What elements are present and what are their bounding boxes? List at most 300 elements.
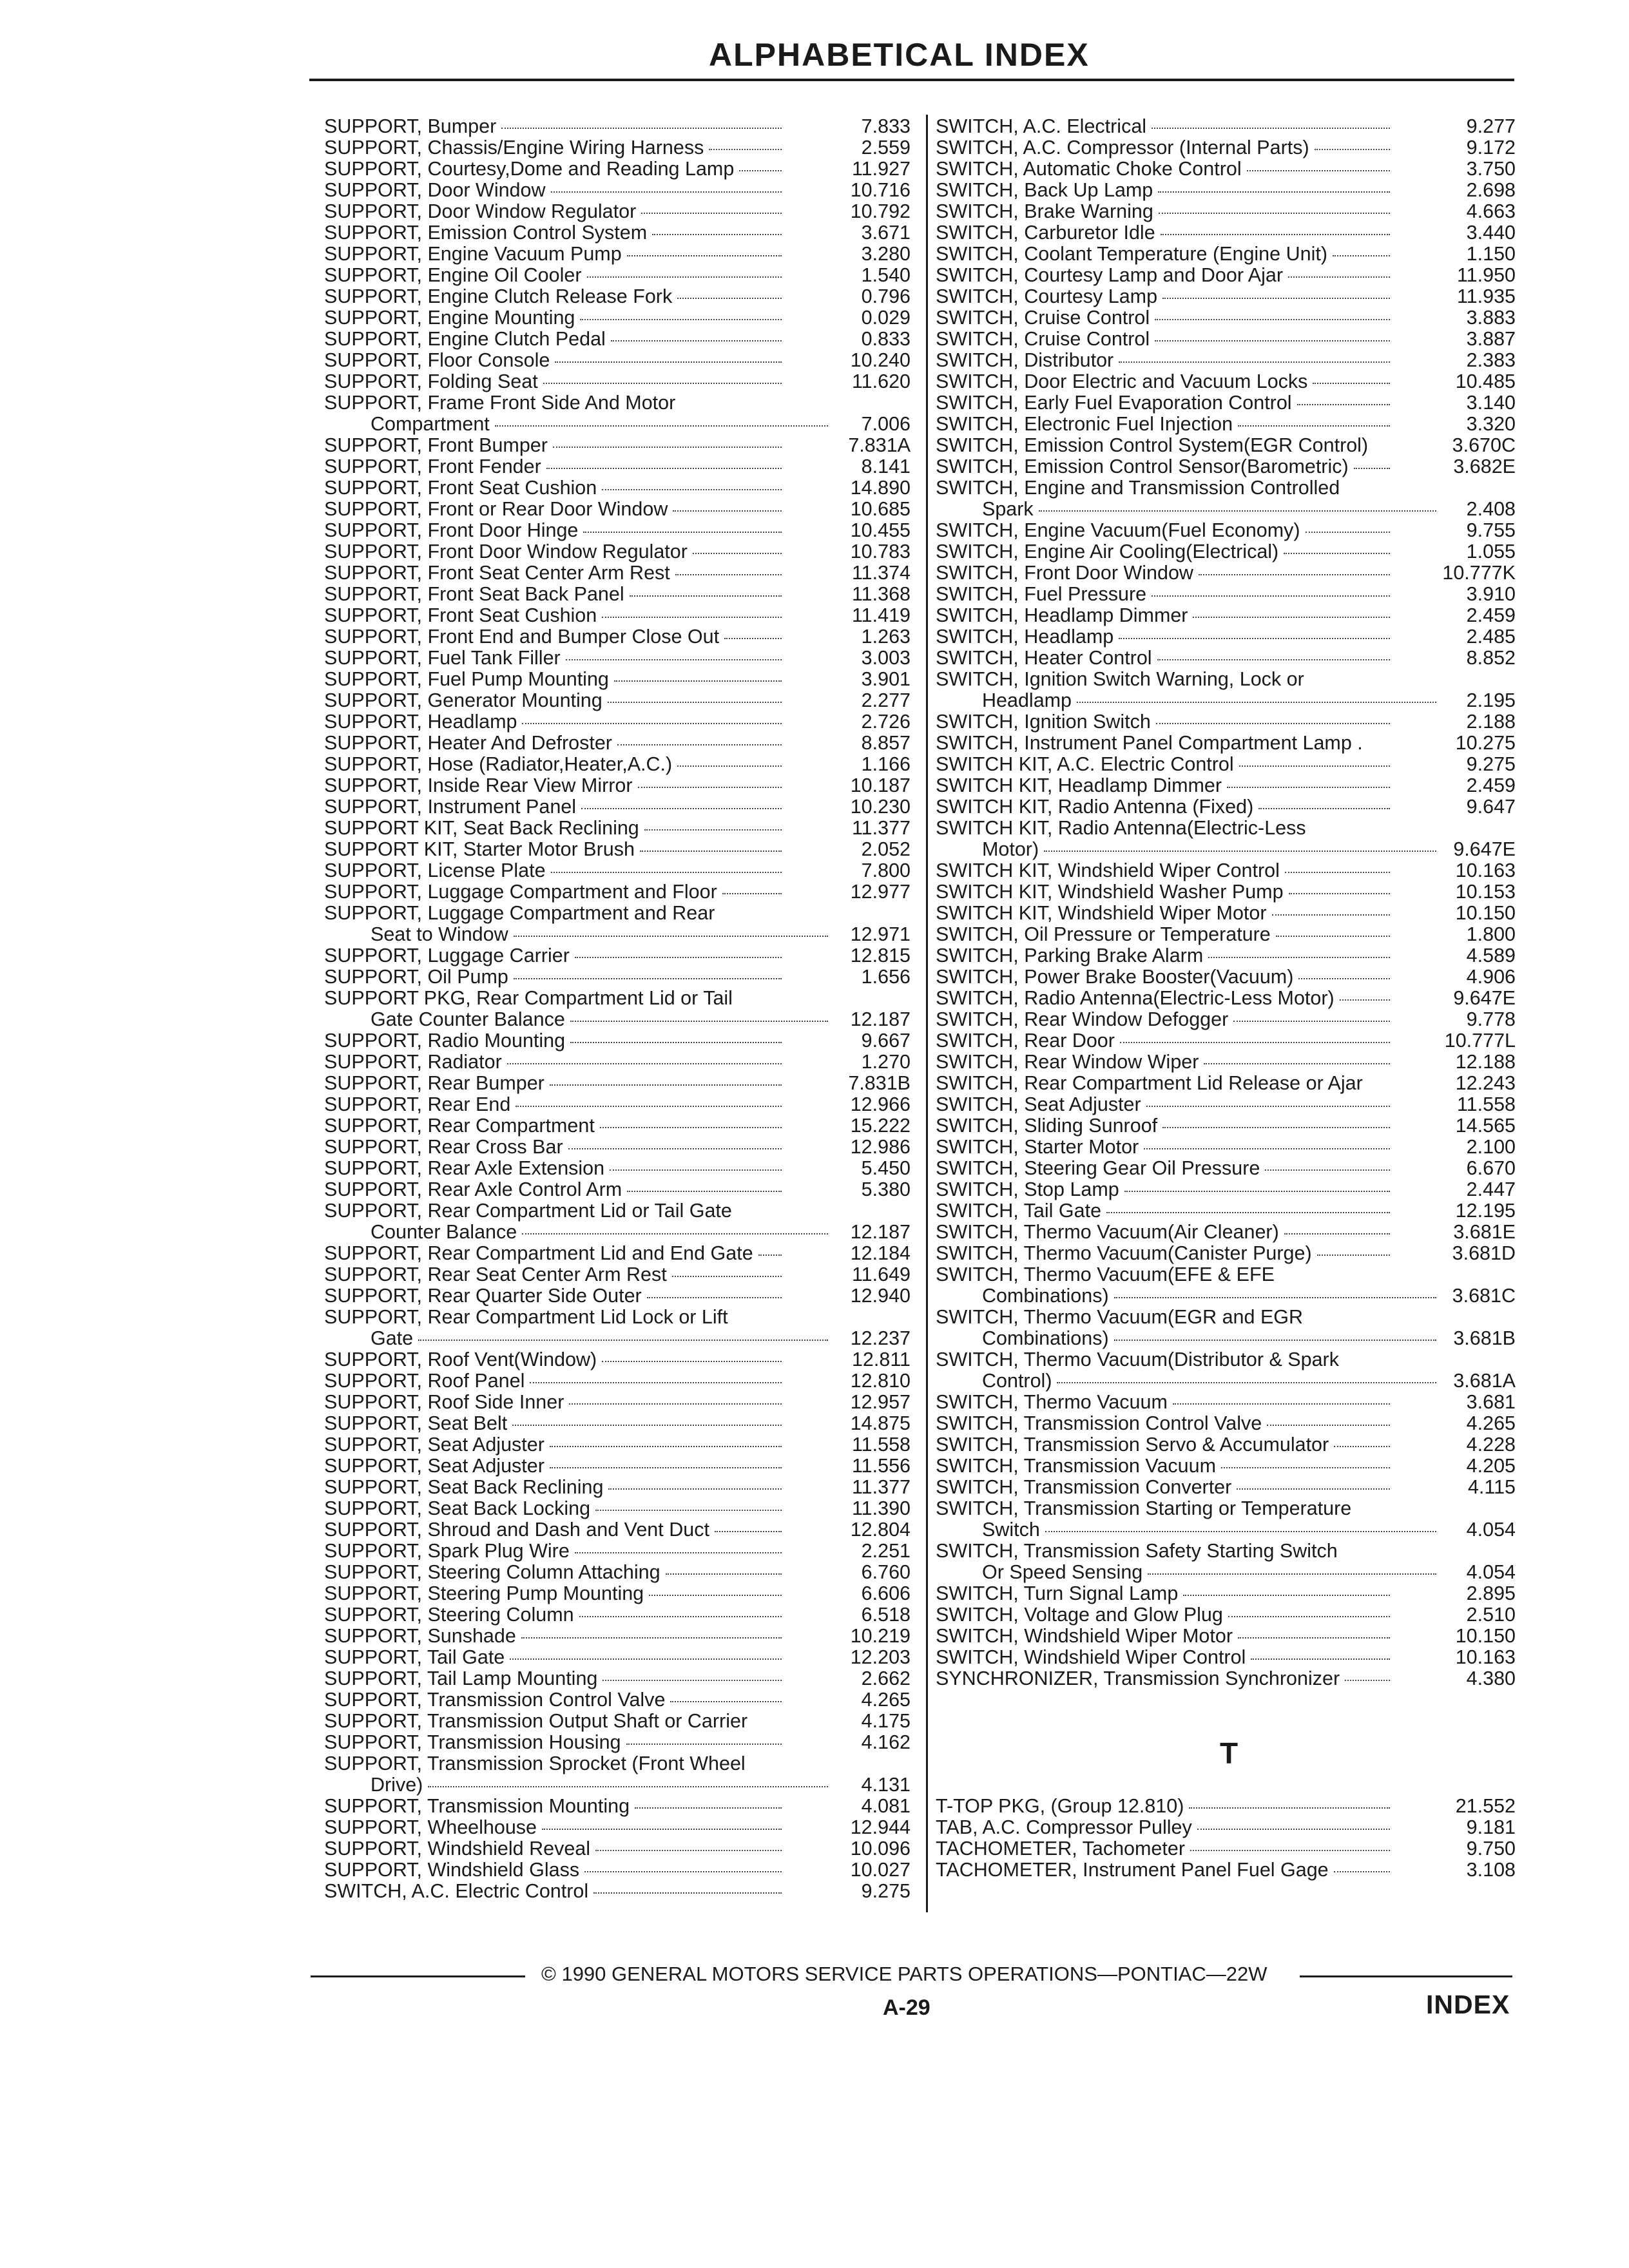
entry-reference: 2.485 bbox=[1466, 626, 1516, 648]
index-entry bbox=[324, 626, 911, 648]
index-entry bbox=[324, 520, 911, 541]
index-entry bbox=[936, 903, 1516, 924]
dot-leader bbox=[551, 872, 782, 873]
section-spacer bbox=[936, 1689, 1516, 1711]
entry-title: SWITCH KIT, A.C. Electric Control bbox=[936, 753, 1234, 775]
entry-reference: 10.240 bbox=[850, 349, 911, 371]
dot-leader bbox=[1313, 383, 1390, 384]
dot-leader bbox=[602, 617, 782, 618]
dot-leader bbox=[1146, 1106, 1390, 1107]
entry-reference: 11.620 bbox=[851, 370, 911, 392]
index-entry bbox=[324, 1626, 911, 1647]
entry-title: SUPPORT, Seat Adjuster bbox=[324, 1434, 545, 1456]
entry-reference: 12.977 bbox=[850, 881, 911, 903]
index-entry bbox=[324, 1477, 911, 1498]
entry-title: SWITCH, Windshield Wiper Control bbox=[936, 1646, 1246, 1668]
entry-reference: 12.187 bbox=[850, 1008, 911, 1030]
dot-leader bbox=[550, 1467, 782, 1468]
index-entry bbox=[324, 1243, 911, 1264]
dot-leader bbox=[602, 489, 782, 490]
index-entry bbox=[324, 477, 911, 499]
dot-leader bbox=[580, 319, 782, 320]
index-entry bbox=[324, 329, 911, 350]
entry-title: SUPPORT, Instrument Panel bbox=[324, 796, 577, 818]
entry-title: SUPPORT, Engine Mounting bbox=[324, 307, 575, 329]
dot-leader bbox=[1208, 957, 1390, 958]
entry-continuation: Gate bbox=[371, 1327, 414, 1349]
dot-leader bbox=[1221, 1467, 1390, 1468]
entry-reference: 2.698 bbox=[1466, 179, 1516, 201]
index-entry bbox=[936, 818, 1516, 860]
dot-leader bbox=[575, 1552, 782, 1553]
entry-reference: 11.558 bbox=[1456, 1093, 1516, 1115]
entry-reference: 21.552 bbox=[1455, 1795, 1516, 1817]
entry-reference: 11.927 bbox=[851, 158, 911, 180]
entry-reference: 12.203 bbox=[850, 1646, 911, 1668]
index-entry bbox=[936, 1200, 1516, 1222]
index-entry bbox=[936, 307, 1516, 329]
dot-leader bbox=[581, 808, 782, 809]
entry-reference: 6.606 bbox=[861, 1582, 911, 1604]
index-entry bbox=[324, 839, 911, 860]
dot-leader bbox=[1173, 1403, 1390, 1405]
entry-title: SUPPORT, Transmission Mounting bbox=[324, 1795, 630, 1817]
dot-leader bbox=[1238, 1637, 1390, 1639]
dot-leader bbox=[675, 574, 782, 575]
entry-reference: 7.831B bbox=[848, 1072, 911, 1094]
index-entry bbox=[936, 414, 1516, 435]
entry-title: SUPPORT PKG, Rear Compartment Lid or Tail bbox=[324, 987, 733, 1009]
dot-leader bbox=[1155, 319, 1390, 320]
entry-reference: 4.205 bbox=[1466, 1455, 1516, 1477]
index-entry bbox=[936, 520, 1516, 541]
index-entry bbox=[936, 159, 1516, 180]
entry-title: SUPPORT, Front Seat Center Arm Rest bbox=[324, 562, 670, 584]
dot-leader bbox=[626, 1744, 782, 1745]
entry-reference: 4.131 bbox=[861, 1774, 911, 1796]
dot-leader bbox=[1284, 1233, 1390, 1235]
dot-leader bbox=[1354, 468, 1390, 469]
entry-reference: 9.778 bbox=[1466, 1008, 1516, 1030]
entry-title: SUPPORT, Chassis/Engine Wiring Harness bbox=[324, 137, 704, 159]
dot-leader bbox=[722, 893, 782, 894]
entry-reference: 12.971 bbox=[850, 923, 911, 945]
entry-reference: 10.783 bbox=[850, 541, 911, 562]
index-entry bbox=[324, 711, 911, 733]
dot-leader bbox=[543, 383, 782, 384]
entry-title: SWITCH KIT, Windshield Washer Pump bbox=[936, 881, 1284, 903]
index-entry bbox=[324, 541, 911, 562]
entry-title: SWITCH, Cruise Control bbox=[936, 307, 1150, 329]
dot-leader bbox=[677, 765, 782, 767]
index-entry bbox=[936, 137, 1516, 159]
entry-reference: 10.716 bbox=[850, 179, 911, 201]
entry-title: SUPPORT, Transmission Housing bbox=[324, 1731, 621, 1753]
entry-reference: 7.831A bbox=[848, 434, 911, 456]
dot-leader bbox=[593, 1892, 782, 1894]
entry-reference: 9.181 bbox=[1466, 1816, 1516, 1838]
entry-reference: 2.195 bbox=[1466, 689, 1516, 711]
dot-leader bbox=[1297, 404, 1390, 405]
entry-reference: 6.760 bbox=[861, 1561, 911, 1583]
entry-title: SUPPORT, Folding Seat bbox=[324, 370, 538, 392]
dot-leader bbox=[1204, 1063, 1390, 1064]
entry-title: SUPPORT, Generator Mounting bbox=[324, 689, 602, 711]
dot-leader bbox=[670, 1701, 782, 1702]
entry-title: SUPPORT, Oil Pump bbox=[324, 966, 508, 988]
entry-reference: 10.096 bbox=[850, 1838, 911, 1860]
entry-title: SWITCH, Rear Window Wiper bbox=[936, 1051, 1199, 1073]
entry-reference: 0.796 bbox=[861, 285, 911, 307]
index-entry bbox=[936, 1073, 1516, 1094]
entry-title: SUPPORT, Engine Clutch Pedal bbox=[324, 328, 606, 350]
index-entry bbox=[324, 1541, 911, 1562]
entry-reference: 1.800 bbox=[1466, 923, 1516, 945]
index-entry bbox=[324, 796, 911, 818]
dot-leader bbox=[672, 1276, 782, 1277]
index-entry bbox=[324, 499, 911, 520]
entry-title: SWITCH, Headlamp Dimmer bbox=[936, 604, 1188, 626]
entry-title: SUPPORT, Seat Back Locking bbox=[324, 1497, 591, 1519]
entry-reference: 12.966 bbox=[850, 1093, 911, 1115]
dot-leader bbox=[1114, 1297, 1436, 1298]
dot-leader bbox=[1289, 893, 1390, 894]
entry-title: SWITCH, A.C. Electrical bbox=[936, 115, 1147, 137]
dot-leader bbox=[1152, 595, 1390, 597]
entry-title: SWITCH, Thermo Vacuum(Distributor & Spark bbox=[936, 1349, 1339, 1370]
index-entry bbox=[936, 626, 1516, 648]
index-entry bbox=[324, 1434, 911, 1456]
entry-title: SWITCH, Heater Control bbox=[936, 647, 1152, 669]
entry-reference: 11.935 bbox=[1456, 285, 1516, 307]
entry-reference: 1.270 bbox=[861, 1051, 911, 1073]
index-entry bbox=[324, 1413, 911, 1434]
dot-leader bbox=[608, 702, 782, 703]
index-entry bbox=[936, 1094, 1516, 1115]
entry-title: SUPPORT, Transmission Control Valve bbox=[324, 1689, 666, 1711]
dot-leader bbox=[1120, 1042, 1390, 1043]
dot-leader bbox=[641, 213, 782, 214]
index-entry bbox=[324, 1562, 911, 1583]
index-entry bbox=[324, 1881, 911, 1902]
dot-leader bbox=[1157, 659, 1390, 660]
entry-title: SWITCH, Engine Vacuum(Fuel Economy) bbox=[936, 519, 1300, 541]
index-entry bbox=[936, 1115, 1516, 1137]
dot-leader bbox=[1284, 553, 1390, 554]
index-entry bbox=[324, 371, 911, 392]
index-entry bbox=[936, 477, 1516, 520]
entry-reference: 12.986 bbox=[850, 1136, 911, 1158]
index-entry bbox=[324, 966, 911, 988]
index-entry bbox=[324, 1392, 911, 1413]
dot-leader bbox=[1288, 276, 1390, 278]
entry-reference: 2.510 bbox=[1466, 1604, 1516, 1626]
dot-leader bbox=[1039, 510, 1436, 512]
entry-title: TACHOMETER, Instrument Panel Fuel Gage bbox=[936, 1859, 1329, 1881]
entry-title: SUPPORT, Engine Vacuum Pump bbox=[324, 243, 622, 265]
footer-rule-right bbox=[1300, 1975, 1512, 1977]
index-entry bbox=[936, 265, 1516, 286]
dot-leader bbox=[635, 1807, 782, 1809]
entry-title: SUPPORT, Hose (Radiator,Heater,A.C.) bbox=[324, 753, 673, 775]
entry-title: SWITCH, Radio Antenna(Electric-Less Motor) bbox=[936, 987, 1335, 1009]
dot-leader bbox=[1258, 808, 1390, 809]
index-entry bbox=[324, 860, 911, 881]
entry-title: SUPPORT, Rear Quarter Side Outer bbox=[324, 1285, 642, 1307]
index-entry bbox=[936, 350, 1516, 371]
entry-reference: 8.852 bbox=[1466, 647, 1516, 669]
entry-continuation: Drive) bbox=[371, 1774, 423, 1796]
entry-title: SUPPORT, Seat Adjuster bbox=[324, 1455, 545, 1477]
entry-reference: 4.589 bbox=[1466, 945, 1516, 966]
index-entry bbox=[936, 222, 1516, 244]
index-entry bbox=[936, 796, 1516, 818]
index-entry bbox=[324, 435, 911, 456]
entry-reference: 2.895 bbox=[1466, 1582, 1516, 1604]
entry-reference: 11.368 bbox=[851, 583, 911, 605]
index-entry bbox=[324, 1732, 911, 1753]
dot-leader bbox=[1148, 1573, 1436, 1575]
dot-leader bbox=[1233, 1021, 1390, 1022]
dot-leader bbox=[570, 1042, 782, 1043]
dot-leader bbox=[542, 1829, 782, 1830]
index-entry bbox=[936, 881, 1516, 903]
entry-reference: 11.558 bbox=[851, 1434, 911, 1456]
entry-title: SUPPORT, Shroud and Dash and Vent Duct bbox=[324, 1519, 709, 1541]
dot-leader bbox=[1317, 1254, 1390, 1256]
entry-title: SWITCH, Door Electric and Vacuum Locks bbox=[936, 370, 1308, 392]
entry-reference: 7.800 bbox=[861, 860, 911, 881]
entry-title: SWITCH, Emission Control Sensor(Barometric) bbox=[936, 456, 1349, 477]
index-entry bbox=[324, 881, 911, 903]
dot-leader bbox=[644, 829, 782, 831]
entry-reference: 11.556 bbox=[851, 1455, 911, 1477]
entry-reference: 11.419 bbox=[851, 604, 911, 626]
dot-leader bbox=[709, 149, 782, 150]
entry-reference: 8.141 bbox=[861, 456, 911, 477]
index-entry bbox=[324, 818, 911, 839]
entry-title: SWITCH, Back Up Lamp bbox=[936, 179, 1153, 201]
entry-continuation: Combinations) bbox=[982, 1285, 1109, 1307]
entry-title: SWITCH, Stop Lamp bbox=[936, 1178, 1119, 1200]
entry-reference: 10.150 bbox=[1455, 902, 1516, 924]
entry-reference: 6.670 bbox=[1466, 1157, 1516, 1179]
entry-title: SWITCH, Transmission Starting or Temperature bbox=[936, 1497, 1352, 1519]
entry-reference: 11.950 bbox=[1456, 264, 1516, 286]
index-entry bbox=[936, 669, 1516, 711]
entry-title: SWITCH, Tail Gate bbox=[936, 1200, 1102, 1222]
index-entry bbox=[936, 966, 1516, 988]
page-number: A-29 bbox=[883, 1995, 930, 2020]
entry-title: SWITCH, A.C. Electric Control bbox=[324, 1880, 589, 1902]
index-entry bbox=[324, 1179, 911, 1200]
entry-reference: 4.162 bbox=[861, 1731, 911, 1753]
dot-leader bbox=[1334, 1446, 1390, 1447]
dot-leader bbox=[1267, 1425, 1390, 1426]
entry-reference: 9.275 bbox=[1466, 753, 1516, 775]
entry-reference: 2.559 bbox=[861, 137, 911, 159]
entry-title: SWITCH KIT, Radio Antenna(Electric-Less bbox=[936, 817, 1306, 839]
entry-title: SWITCH, Starter Motor bbox=[936, 1136, 1139, 1158]
entry-title: SUPPORT, Roof Vent(Window) bbox=[324, 1349, 597, 1370]
index-entry bbox=[324, 1264, 911, 1285]
entry-title: SUPPORT, Floor Console bbox=[324, 349, 550, 371]
entry-reference: 7.006 bbox=[861, 413, 911, 435]
entry-reference: 10.792 bbox=[850, 200, 911, 222]
entry-reference: 3.887 bbox=[1466, 328, 1516, 350]
entry-reference: 4.663 bbox=[1466, 200, 1516, 222]
index-entry bbox=[936, 754, 1516, 775]
entry-reference: 11.390 bbox=[851, 1497, 911, 1519]
dot-leader bbox=[1199, 574, 1390, 575]
entry-title: SUPPORT, Engine Oil Cooler bbox=[324, 264, 582, 286]
dot-leader bbox=[673, 510, 782, 512]
entry-title: SWITCH, Fuel Pressure bbox=[936, 583, 1147, 605]
dot-leader bbox=[516, 1106, 782, 1107]
entry-reference: 4.265 bbox=[861, 1689, 911, 1711]
index-entry bbox=[324, 562, 911, 584]
dot-leader bbox=[579, 1616, 782, 1617]
dot-leader bbox=[627, 255, 782, 256]
entry-reference: 10.230 bbox=[850, 796, 911, 818]
entry-reference: 2.662 bbox=[861, 1667, 911, 1689]
dot-leader bbox=[521, 1637, 782, 1639]
dot-leader bbox=[1228, 1616, 1390, 1617]
entry-reference: 10.027 bbox=[850, 1859, 911, 1881]
index-entry bbox=[936, 711, 1516, 733]
entry-reference: 3.670C bbox=[1452, 434, 1516, 456]
index-entry bbox=[324, 669, 911, 690]
dot-leader bbox=[649, 1595, 782, 1596]
dot-leader bbox=[693, 553, 782, 554]
entry-reference: 2.052 bbox=[861, 838, 911, 860]
dot-leader bbox=[1247, 170, 1390, 171]
dot-leader bbox=[568, 1148, 782, 1149]
index-entry bbox=[324, 1583, 911, 1604]
index-entry bbox=[324, 1689, 911, 1711]
entry-reference: 3.280 bbox=[861, 243, 911, 265]
entry-reference: 1.263 bbox=[861, 626, 911, 648]
entry-title: SWITCH KIT, Headlamp Dimmer bbox=[936, 774, 1222, 796]
index-entry bbox=[936, 1817, 1516, 1838]
dot-leader bbox=[1119, 361, 1390, 363]
dot-leader bbox=[418, 1340, 828, 1341]
index-entry bbox=[936, 1137, 1516, 1158]
dot-leader bbox=[514, 978, 782, 979]
entry-reference: 3.901 bbox=[861, 668, 911, 690]
index-entry bbox=[936, 1413, 1516, 1434]
entry-title: SWITCH, Courtesy Lamp and Door Ajar bbox=[936, 264, 1284, 286]
dot-leader bbox=[522, 1233, 828, 1235]
entry-continuation: Spark bbox=[982, 498, 1034, 520]
entry-reference: 9.667 bbox=[861, 1030, 911, 1052]
index-column-right bbox=[936, 116, 1516, 1881]
dot-leader bbox=[1272, 914, 1390, 916]
index-entry bbox=[936, 945, 1516, 966]
index-entry bbox=[324, 945, 911, 966]
entry-title: SYNCHRONIZER, Transmission Synchronizer bbox=[936, 1667, 1340, 1689]
title-rule bbox=[309, 79, 1514, 81]
dot-leader bbox=[495, 425, 828, 427]
entry-reference: 14.875 bbox=[850, 1412, 911, 1434]
entry-reference: 1.166 bbox=[861, 753, 911, 775]
dot-leader bbox=[1285, 872, 1390, 873]
entry-title: SWITCH KIT, Radio Antenna (Fixed) bbox=[936, 796, 1254, 818]
dot-leader bbox=[1227, 787, 1390, 788]
index-entry bbox=[324, 307, 911, 329]
dot-leader bbox=[640, 850, 782, 852]
entry-title: SUPPORT, Bumper bbox=[324, 115, 497, 137]
dot-leader bbox=[507, 1063, 782, 1064]
entry-reference: 0.029 bbox=[861, 307, 911, 329]
index-entry bbox=[324, 903, 911, 945]
entry-reference: 3.750 bbox=[1466, 158, 1516, 180]
entry-reference: 2.459 bbox=[1466, 774, 1516, 796]
dot-leader bbox=[514, 936, 828, 937]
dot-leader bbox=[553, 447, 782, 448]
dot-leader bbox=[1144, 1148, 1390, 1149]
entry-reference: 9.277 bbox=[1466, 115, 1516, 137]
index-entry bbox=[324, 1668, 911, 1689]
index-entry bbox=[324, 1498, 911, 1519]
entry-title: SWITCH, Thermo Vacuum bbox=[936, 1391, 1168, 1413]
entry-reference: 4.054 bbox=[1466, 1519, 1516, 1541]
entry-title: SWITCH, Rear Window Defogger bbox=[936, 1008, 1229, 1030]
entry-reference: 2.726 bbox=[861, 711, 911, 733]
entry-title: SUPPORT, Wheelhouse bbox=[324, 1816, 537, 1838]
entry-reference: 3.883 bbox=[1466, 307, 1516, 329]
entry-reference: 1.150 bbox=[1466, 243, 1516, 265]
entry-reference: 4.081 bbox=[861, 1795, 911, 1817]
entry-reference: 3.440 bbox=[1466, 222, 1516, 244]
dot-leader bbox=[608, 1488, 782, 1490]
dot-leader bbox=[595, 1510, 782, 1511]
entry-title: SUPPORT, Front or Rear Door Window bbox=[324, 498, 668, 520]
entry-title: SUPPORT, Seat Back Reclining bbox=[324, 1476, 604, 1498]
entry-title: SWITCH, Sliding Sunroof bbox=[936, 1115, 1158, 1137]
index-entry bbox=[324, 159, 911, 180]
entry-title: SUPPORT, Front Bumper bbox=[324, 434, 548, 456]
index-entry bbox=[936, 1434, 1516, 1456]
dot-leader bbox=[501, 128, 782, 129]
dot-leader bbox=[555, 361, 782, 363]
dot-leader bbox=[522, 723, 782, 724]
dot-leader bbox=[550, 1084, 782, 1086]
dot-leader bbox=[610, 1169, 782, 1171]
dot-leader bbox=[630, 595, 782, 597]
dot-leader bbox=[566, 659, 782, 660]
dot-leader bbox=[1334, 1871, 1390, 1872]
index-entry bbox=[936, 392, 1516, 414]
entry-reference: 11.377 bbox=[851, 817, 911, 839]
entry-title: SUPPORT, Front Fender bbox=[324, 456, 541, 477]
dot-leader bbox=[652, 234, 782, 235]
index-entry bbox=[324, 1838, 911, 1860]
entry-reference: 10.777K bbox=[1442, 562, 1516, 584]
index-entry bbox=[936, 201, 1516, 222]
entry-reference: 0.833 bbox=[861, 328, 911, 350]
dot-leader bbox=[715, 1531, 782, 1532]
entry-title: SWITCH, Transmission Control Valve bbox=[936, 1412, 1262, 1434]
dot-leader bbox=[647, 1297, 782, 1298]
entry-title: SWITCH, Rear Door bbox=[936, 1030, 1115, 1052]
dot-leader bbox=[638, 787, 782, 788]
entry-title: SWITCH, Early Fuel Evaporation Control bbox=[936, 392, 1292, 414]
index-entry bbox=[324, 754, 911, 775]
index-entry bbox=[324, 605, 911, 626]
entry-title: TAB, A.C. Compressor Pulley bbox=[936, 1816, 1192, 1838]
entry-title: SUPPORT, Transmission Sprocket (Front Wheel bbox=[324, 1753, 746, 1774]
